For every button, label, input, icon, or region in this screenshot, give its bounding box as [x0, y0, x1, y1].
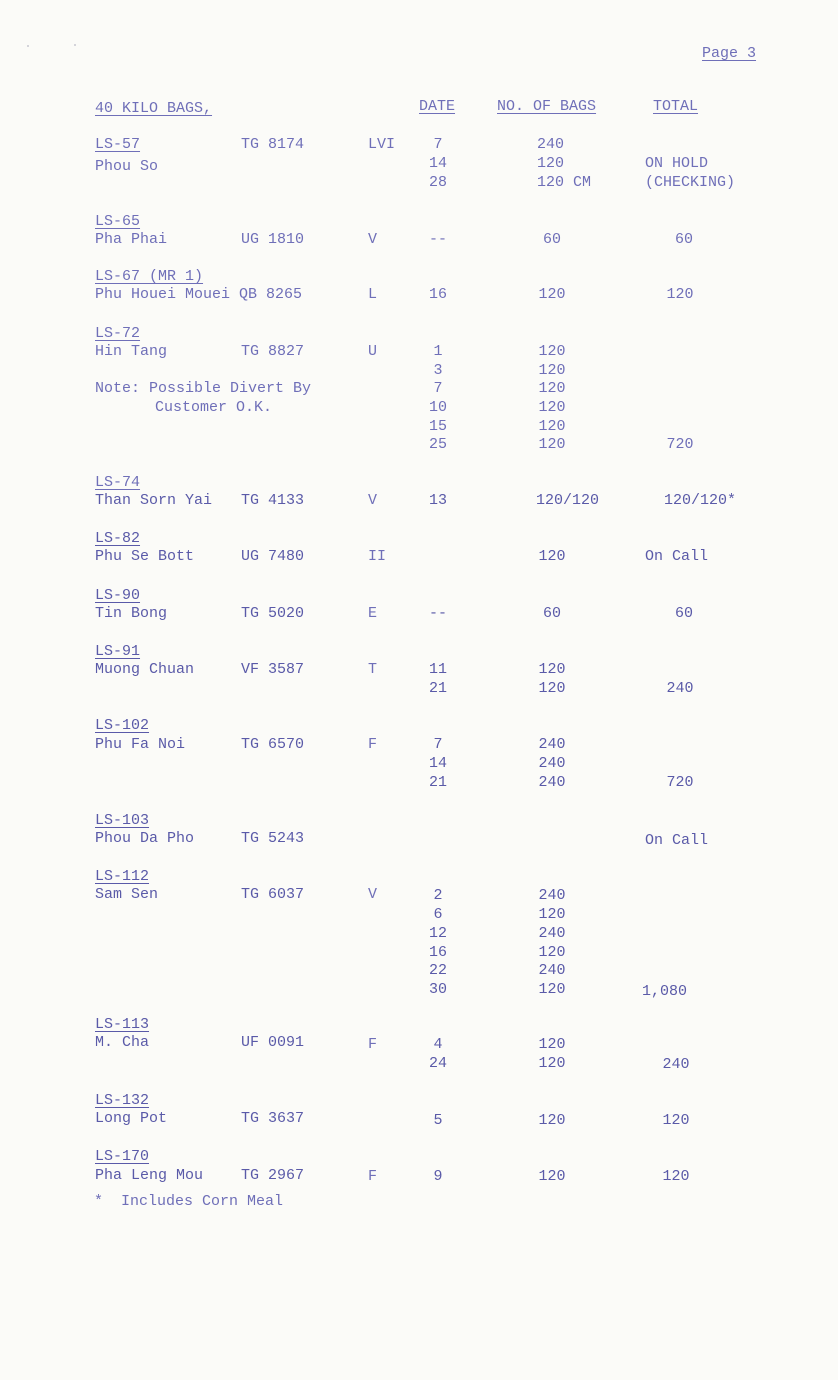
- bags-cell: 120: [538, 380, 566, 397]
- footnote: * Includes Corn Meal: [94, 1193, 284, 1210]
- site-name: Muong Chuan: [95, 661, 195, 678]
- total-cell: On Call: [645, 548, 709, 565]
- grid-ref: TG 6570: [241, 736, 305, 753]
- page-number: Page 3: [702, 45, 757, 62]
- date-cell: 16: [428, 286, 447, 303]
- date-cell: 24: [428, 1055, 447, 1072]
- bags-cell: 120: [538, 680, 566, 697]
- site-code: LS-132: [95, 1092, 150, 1109]
- grid-ref: TG 6037: [241, 886, 305, 903]
- bags-cell: 240: [538, 755, 566, 772]
- total-cell: 720: [666, 774, 694, 791]
- bags-cell: 240: [538, 925, 566, 942]
- bags-cell: 120: [538, 418, 566, 435]
- grid-ref: VF 3587: [241, 661, 305, 678]
- site-name: Long Pot: [95, 1110, 168, 1127]
- site-name: Tin Bong: [95, 605, 168, 622]
- total-cell: 120: [666, 286, 694, 303]
- site-name: Phu Se Bott: [95, 548, 195, 565]
- bags-cell: 120: [538, 1036, 566, 1053]
- grid-ref: TG 4133: [241, 492, 305, 509]
- site-name: Phou So: [95, 158, 159, 175]
- date-cell: 7: [433, 380, 443, 397]
- zone: L: [368, 286, 378, 303]
- grid-ref: UF 0091: [241, 1034, 305, 1051]
- bags-cell: 120: [538, 399, 566, 416]
- site-code: LS-170: [95, 1148, 150, 1165]
- zone: F: [368, 736, 378, 753]
- date-cell: 13: [428, 492, 447, 509]
- grid-ref: TG 8827: [241, 343, 305, 360]
- date-cell: 3: [433, 362, 443, 379]
- date-cell: 2: [433, 887, 443, 904]
- total-cell: 120: [662, 1112, 690, 1129]
- header-total: TOTAL: [653, 98, 699, 115]
- site-name: Pha Phai: [95, 231, 168, 248]
- bags-cell: 240: [538, 736, 566, 753]
- zone: F: [368, 1036, 378, 1053]
- site-code: LS-82: [95, 530, 141, 547]
- bags-cell: 120/120: [536, 492, 600, 509]
- site-code: LS-74: [95, 474, 141, 491]
- site-code: LS-65: [95, 213, 141, 230]
- date-cell: 6: [433, 906, 443, 923]
- date-cell: 9: [433, 1168, 443, 1185]
- site-code: LS-67 (MR 1): [95, 268, 204, 285]
- date-cell: 22: [428, 962, 447, 979]
- bags-cell: 120: [537, 155, 565, 172]
- bags-cell: 240: [537, 136, 565, 153]
- site-name: Phu Fa Noi: [95, 736, 186, 753]
- site-code: LS-57: [95, 136, 141, 153]
- bags-cell: 120: [538, 1112, 566, 1129]
- site-code: LS-72: [95, 325, 141, 342]
- date-cell: --: [428, 231, 447, 248]
- total-cell: ON HOLD: [645, 155, 709, 172]
- date-cell: 25: [428, 436, 447, 453]
- bags-cell: 120: [538, 1168, 566, 1185]
- bags-cell: 240: [538, 962, 566, 979]
- site-name: Hin Tang: [95, 343, 168, 360]
- bags-cell: 120: [538, 436, 566, 453]
- bags-cell: 120: [538, 981, 566, 998]
- site-code: LS-90: [95, 587, 141, 604]
- site-code: LS-103: [95, 812, 150, 829]
- date-cell: 4: [433, 1036, 443, 1053]
- site-name: Sam Sen: [95, 886, 159, 903]
- total-cell: 120/120*: [664, 492, 737, 509]
- zone: T: [368, 661, 378, 678]
- site-name: Pha Leng Mou: [95, 1167, 204, 1184]
- bags-cell: 120: [538, 906, 566, 923]
- zone: V: [368, 231, 378, 248]
- total-cell: (CHECKING): [645, 174, 736, 191]
- date-cell: 21: [428, 680, 447, 697]
- site-name: Phou Da Pho: [95, 830, 195, 847]
- site-code: LS-102: [95, 717, 150, 734]
- bags-cell: 120 CM: [537, 174, 592, 191]
- paper-speck: [27, 45, 29, 47]
- bags-cell: 60: [542, 605, 561, 622]
- date-cell: 30: [428, 981, 447, 998]
- zone: LVI: [368, 136, 396, 153]
- date-cell: 7: [433, 136, 443, 153]
- total-cell: 1,080: [642, 983, 688, 1000]
- date-cell: 28: [428, 174, 447, 191]
- bags-cell: 120: [538, 286, 566, 303]
- grid-ref: TG 5020: [241, 605, 305, 622]
- zone: II: [368, 548, 387, 565]
- bags-cell: 120: [538, 661, 566, 678]
- grid-ref: TG 3637: [241, 1110, 305, 1127]
- total-cell: 60: [674, 605, 693, 622]
- date-cell: 21: [428, 774, 447, 791]
- date-cell: 5: [433, 1112, 443, 1129]
- note-line: Customer O.K.: [155, 399, 273, 416]
- zone: U: [368, 343, 378, 360]
- grid-ref: TG 2967: [241, 1167, 305, 1184]
- site-name: Phu Houei Mouei QB 8265: [95, 286, 303, 303]
- date-cell: 11: [428, 661, 447, 678]
- date-cell: --: [428, 605, 447, 622]
- total-cell: 60: [674, 231, 693, 248]
- total-cell: 720: [666, 436, 694, 453]
- date-cell: 10: [428, 399, 447, 416]
- date-cell: 7: [433, 736, 443, 753]
- total-cell: 120: [662, 1168, 690, 1185]
- bags-cell: 120: [538, 362, 566, 379]
- header-bags: NO. OF BAGS: [497, 98, 597, 115]
- zone: V: [368, 492, 378, 509]
- bags-cell: 120: [538, 944, 566, 961]
- note-line: Note: Possible Divert By: [95, 380, 312, 397]
- site-name: M. Cha: [95, 1034, 150, 1051]
- bags-cell: 120: [538, 548, 566, 565]
- header-title: 40 KILO BAGS,: [95, 100, 213, 117]
- date-cell: 15: [428, 418, 447, 435]
- header-date: DATE: [419, 98, 456, 115]
- grid-ref: UG 7480: [241, 548, 305, 565]
- date-cell: 14: [428, 155, 447, 172]
- grid-ref: TG 8174: [241, 136, 305, 153]
- site-code: LS-113: [95, 1016, 150, 1033]
- total-cell: 240: [666, 680, 694, 697]
- grid-ref: UG 1810: [241, 231, 305, 248]
- bags-cell: 240: [538, 887, 566, 904]
- date-cell: 1: [433, 343, 443, 360]
- zone: E: [368, 605, 378, 622]
- bags-cell: 120: [538, 343, 566, 360]
- date-cell: 16: [428, 944, 447, 961]
- date-cell: 12: [428, 925, 447, 942]
- bags-cell: 60: [542, 231, 561, 248]
- site-name: Than Sorn Yai: [95, 492, 213, 509]
- site-code: LS-91: [95, 643, 141, 660]
- total-cell: 240: [662, 1056, 690, 1073]
- date-cell: 14: [428, 755, 447, 772]
- grid-ref: TG 5243: [241, 830, 305, 847]
- paper-speck: [74, 44, 76, 46]
- zone: V: [368, 886, 378, 903]
- site-code: LS-112: [95, 868, 150, 885]
- bags-cell: 120: [538, 1055, 566, 1072]
- total-cell: On Call: [645, 832, 709, 849]
- bags-cell: 240: [538, 774, 566, 791]
- zone: F: [368, 1168, 378, 1185]
